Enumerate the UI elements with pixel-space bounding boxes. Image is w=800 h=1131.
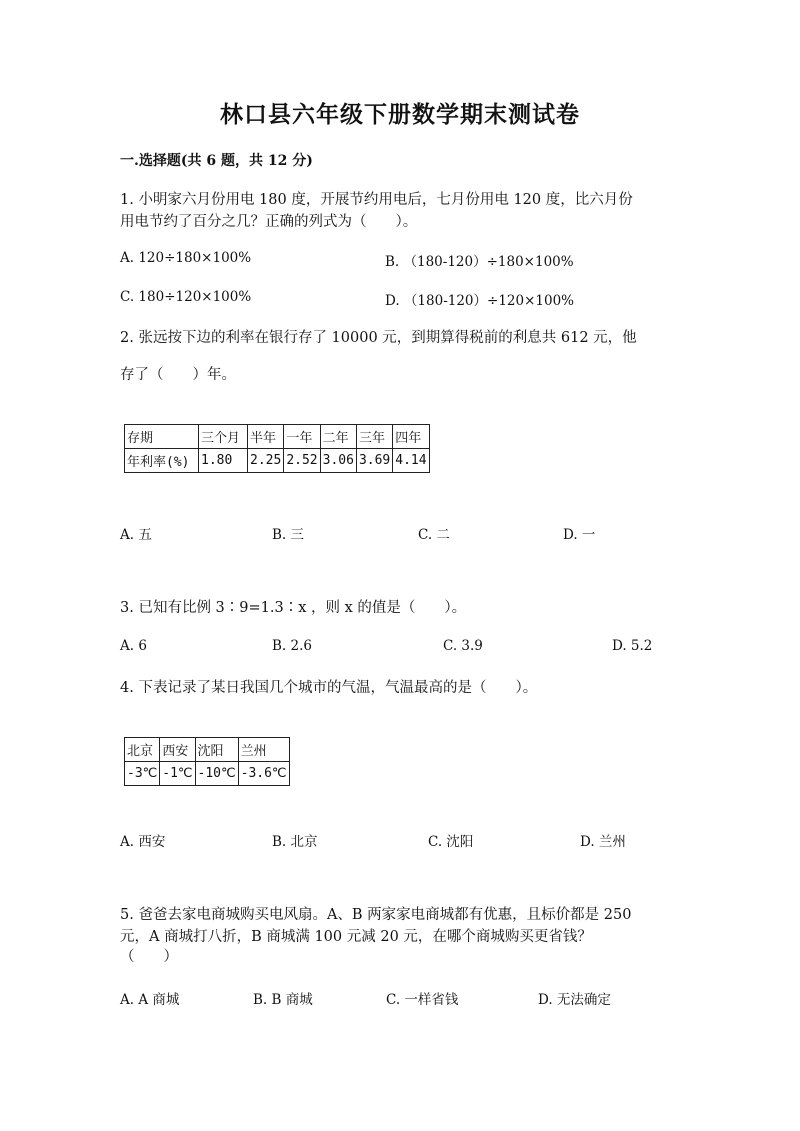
q2-option-c: C. 二 [418,527,450,543]
table-cell: 沈阳 [195,738,238,762]
table-cell: 半年 [248,425,284,449]
q3-option-a: A. 6 [120,638,147,654]
table-cell: 北京 [125,738,160,762]
table-cell: 存期 [125,425,199,449]
table-cell: 一年 [284,425,320,449]
table-cell: 年利率(%) [125,449,199,473]
question-1-line-1: 1. 小明家六月份用电 180 度，开展节约用电后，七月份用电 120 度，比六月份 [120,192,633,208]
table-cell: 1.80 [199,449,248,473]
table-row [125,762,290,786]
q4-option-a: A. 西安 [120,834,166,850]
q1-option-a: A. 120÷180×100% [120,250,252,266]
interest-rate-table [124,424,430,473]
table-cell: 2.52 [284,449,320,473]
table-cell: 3.69 [356,449,392,473]
q5-option-d: D. 无法确定 [538,992,611,1008]
q3-option-d: D. 5.2 [612,638,653,654]
q3-option-c: C. 3.9 [443,638,483,654]
table-cell: -3.6℃ [238,762,289,786]
table-row [125,425,430,449]
q5-option-b: B. B 商城 [253,992,313,1008]
q2-option-a: A. 五 [120,527,152,543]
question-3-line-1: 3. 已知有比例 3∶9=1.3∶x ，则 x 的值是（ ）。 [120,600,467,616]
question-5-line-1: 5. 爸爸去家电商城购买电风扇。A、B 两家家电商城都有优惠，且标价都是 250 [120,907,632,923]
table-row [125,449,430,473]
q1-option-c: C. 180÷120×100% [120,289,252,305]
table-cell: 2.25 [248,449,284,473]
q1-option-d: D. （180-120）÷120×100% [385,293,575,309]
question-5-line-3: （ ） [120,949,178,965]
table-row [125,738,290,762]
section-heading: 一.选择题(共 6 题，共 12 分) [120,153,313,169]
temperature-table [124,737,290,786]
q4-option-c: C. 沈阳 [428,834,474,850]
q1-option-b: B. （180-120）÷180×100% [385,254,574,270]
table-cell: 三个月 [199,425,248,449]
table-cell: 4.14 [393,449,429,473]
q2-option-b: B. 三 [272,527,305,543]
q4-option-b: B. 北京 [272,834,318,850]
table-cell: -10℃ [195,762,238,786]
table-cell: -3℃ [125,762,160,786]
table-cell: 二年 [320,425,356,449]
q4-option-d: D. 兰州 [580,834,626,850]
q2-option-d: D. 一 [563,527,596,543]
question-4-line-1: 4. 下表记录了某日我国几个城市的气温，气温最高的是（ ）。 [120,680,538,696]
q5-option-a: A. A 商城 [120,992,180,1008]
q3-option-b: B. 2.6 [272,638,312,654]
table-cell: 三年 [356,425,392,449]
question-2-line-2: 存了（ ）年。 [120,367,236,383]
table-cell: -1℃ [160,762,195,786]
table-cell: 3.06 [320,449,356,473]
table-cell: 四年 [393,425,429,449]
question-5-line-2: 元，A 商城打八折，B 商城满 100 元减 20 元，在哪个商城购买更省钱？ [120,929,592,945]
table-cell: 兰州 [238,738,289,762]
page-title: 林口县六年级下册数学期末测试卷 [220,101,580,128]
question-1-line-2: 用电节约了百分之几？正确的列式为（ ）。 [120,214,418,230]
table-cell: 西安 [160,738,195,762]
q5-option-c: C. 一样省钱 [386,992,459,1008]
question-2-line-1: 2. 张远按下边的利率在银行存了 10000 元，到期算得税前的利息共 612 元，他 [120,330,637,346]
